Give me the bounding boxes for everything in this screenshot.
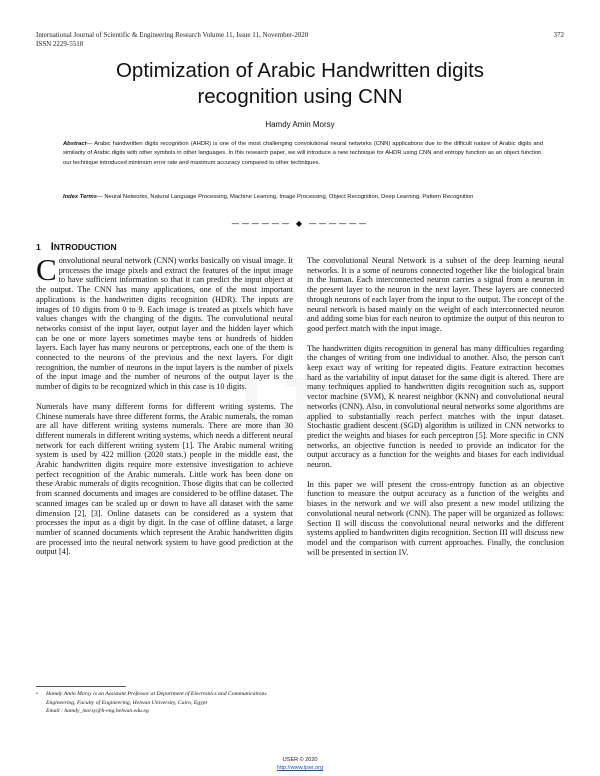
paragraph <box>36 252 293 392</box>
footer-copyright: IJSER © 2020 <box>282 757 318 763</box>
left-column <box>36 252 293 557</box>
footer-link[interactable]: http://www.ijser.org <box>276 765 324 771</box>
title-line-2: recognition using CNN <box>197 85 403 108</box>
paragraph: In this paper we will present the cross-entropy function as an objective function to measure the output accuracy as a function of the weights and biases in the network and we will also present a new model utilizing the convolutional neural network (CNN). The paper will be organized as follows: Section II will discuss the convolutional neural networks and the different systems applied to handwritten digits recognition. Section III will discuss new model and the comparison with current approaches. Finally, the conclusion will be presented in section IV. <box>307 479 564 557</box>
paragraph-text: onvolutional neural network (CNN) works basically on visual image. It processes the image pixels and extract the features of the input image to have sufficient information so that it can predict the input object at the output. The CNN has many applications, one of the most important applications is the handwritten digits recognition (HDR). The inputs are images of 10 digits from 0 to 9. Each image is treated as pixels which have values changes with the changing of the digits. The convolutional neural networks consist of the input layer, output layer and the hidden layer which can be one or more layers sometimes maybe tens or hundreds of hidden layers. Each layer has many neurons or perceptrons, each one of the them is connected to the neurons of the previous and the next layers. For digit recognition, the number of neurons in the input layers is the number of pixels of the input image and the number of neurons of the output layer is the number of digits to be recognized which in this case is 10 digits. <box>36 256 293 392</box>
title-line-1: Optimization of Arabic Handwritten digits <box>115 59 485 82</box>
paragraph: The convolutional Neural Network is a subset of the deep learning neural networks. It is a some of neurons connected together like the biological brain in the human. Each interconnected neuron carries a signal from a neuron in the present layer to the neuron in the next layer. These layers are connected through neurons of each layer from the input to the output. The concept of the neural network is based mainly on the weight of each interconnected neuron and adding some bias for each neuron to optimize the output of this neuron to good perfect match with the input image. <box>307 256 564 333</box>
section-separator: —————— ◆ —————— <box>231 219 369 228</box>
abstract-label: Abstract <box>63 141 87 147</box>
issn: ISSN 2229-5518 <box>36 40 84 48</box>
journal-header: International Journal of Scientific & Engineering Research Volume 11, Issue 11, November-2020 <box>36 31 309 39</box>
footer-link-wrap <box>0 765 600 771</box>
page-number: 372 <box>553 31 564 39</box>
section-title-rest: NTRODUCTION <box>53 242 117 252</box>
paragraph: Numerals have many different forms for different writing systems. The Chinese numerals have three different forms, the Arabic numerals, the roman are all have different writing systems numerals. There are more than 30 different numerals in different writing systems, which needs a different neural network for each different writing system [1]. The Arabic numeral writing system is used by 422 million (2020 stats.) people in the middle east, the Arabic handwritten digits require more extensive investigation to achieve perfect recognition of the Arabic numerals. Little work has been done on these Arabic numerals of digits recognition. Those digits that can be collected from scanned documents and images are considered to be offline dataset. The scanned images can be scaled up or down to have all dataset with the same dimension [2], [3]. Online datasets can be considered as a system that processes the input as a digit by digit. In the case of offline dataset, a large number of scanned documents which represent the Arabic handwritten digits are processed into the neural network system to have good prediction at the output [4]. <box>36 401 293 557</box>
section-title-initial: I <box>50 241 54 253</box>
section-number: 1 <box>36 242 41 252</box>
index-terms-text: — Neural Networks, Natural Language Processing, Machine Learning, Image Processing, Object Recognition, Deep Learning, Pattern Recognition <box>96 194 474 200</box>
footnote-bullet: • <box>36 691 38 697</box>
abstract <box>63 140 543 168</box>
index-terms <box>63 193 543 202</box>
paper-title <box>40 58 560 110</box>
footnote-affiliation: Hamdy Amin Morsy is an Assistant Professor at Department of Electronics and Communications Engineering, Faculty of Engineering, Helwan University, Cairo, Egypt <box>46 691 267 706</box>
right-column <box>307 256 564 557</box>
footnote-email: Email : hamdy_morsy@h-eng.helwan.edu.eg <box>46 708 149 714</box>
drop-cap: C <box>36 252 57 287</box>
abstract-text: — Arabic handwritten digits recognition (AHDR) is one of the most challenging convolutional neural networks (CNN) applications due to the difficult nature of Arabic digits and similarity of Arabic digits with other symbols in other languages. In this research paper, we will introduce a new technique for AHDR using CNN and entropy function as an object function. our technique introduced minimum error rate and maximum accuracy compared to other techniques. <box>63 141 543 166</box>
footnote-rule <box>36 686 126 687</box>
paragraph: The handwritten digits recognition in general has many difficulties regarding the changes of writing from one individual to another. Also, the person can't keep exact way of writing for repeated digits. Feature extraction becomes hard as the variability of input dataset for the same digit is altered. There are many techniques applied to handwritten digits recognition such as, support vector machine (SVM), K nearest neighbor (KNN) and convolutional neural networks (CNN). Also, in convolutional neural networks some algorithms are applied to substantially reach perfect matches with the input dataset. Stochastic gradient descent (SGD) algorithm is utilized in CNN networks to predict the weights and biases for each perceptron [5]. More specific in CNN networks, an objective function is needed to provide an indicator for the output accuracy as a function for the weights and biases for each individual neuron. <box>307 343 564 470</box>
author: Hamdy Amin Morsy <box>265 120 335 129</box>
footnote <box>36 690 286 716</box>
index-terms-label: Index Terms <box>63 194 97 200</box>
